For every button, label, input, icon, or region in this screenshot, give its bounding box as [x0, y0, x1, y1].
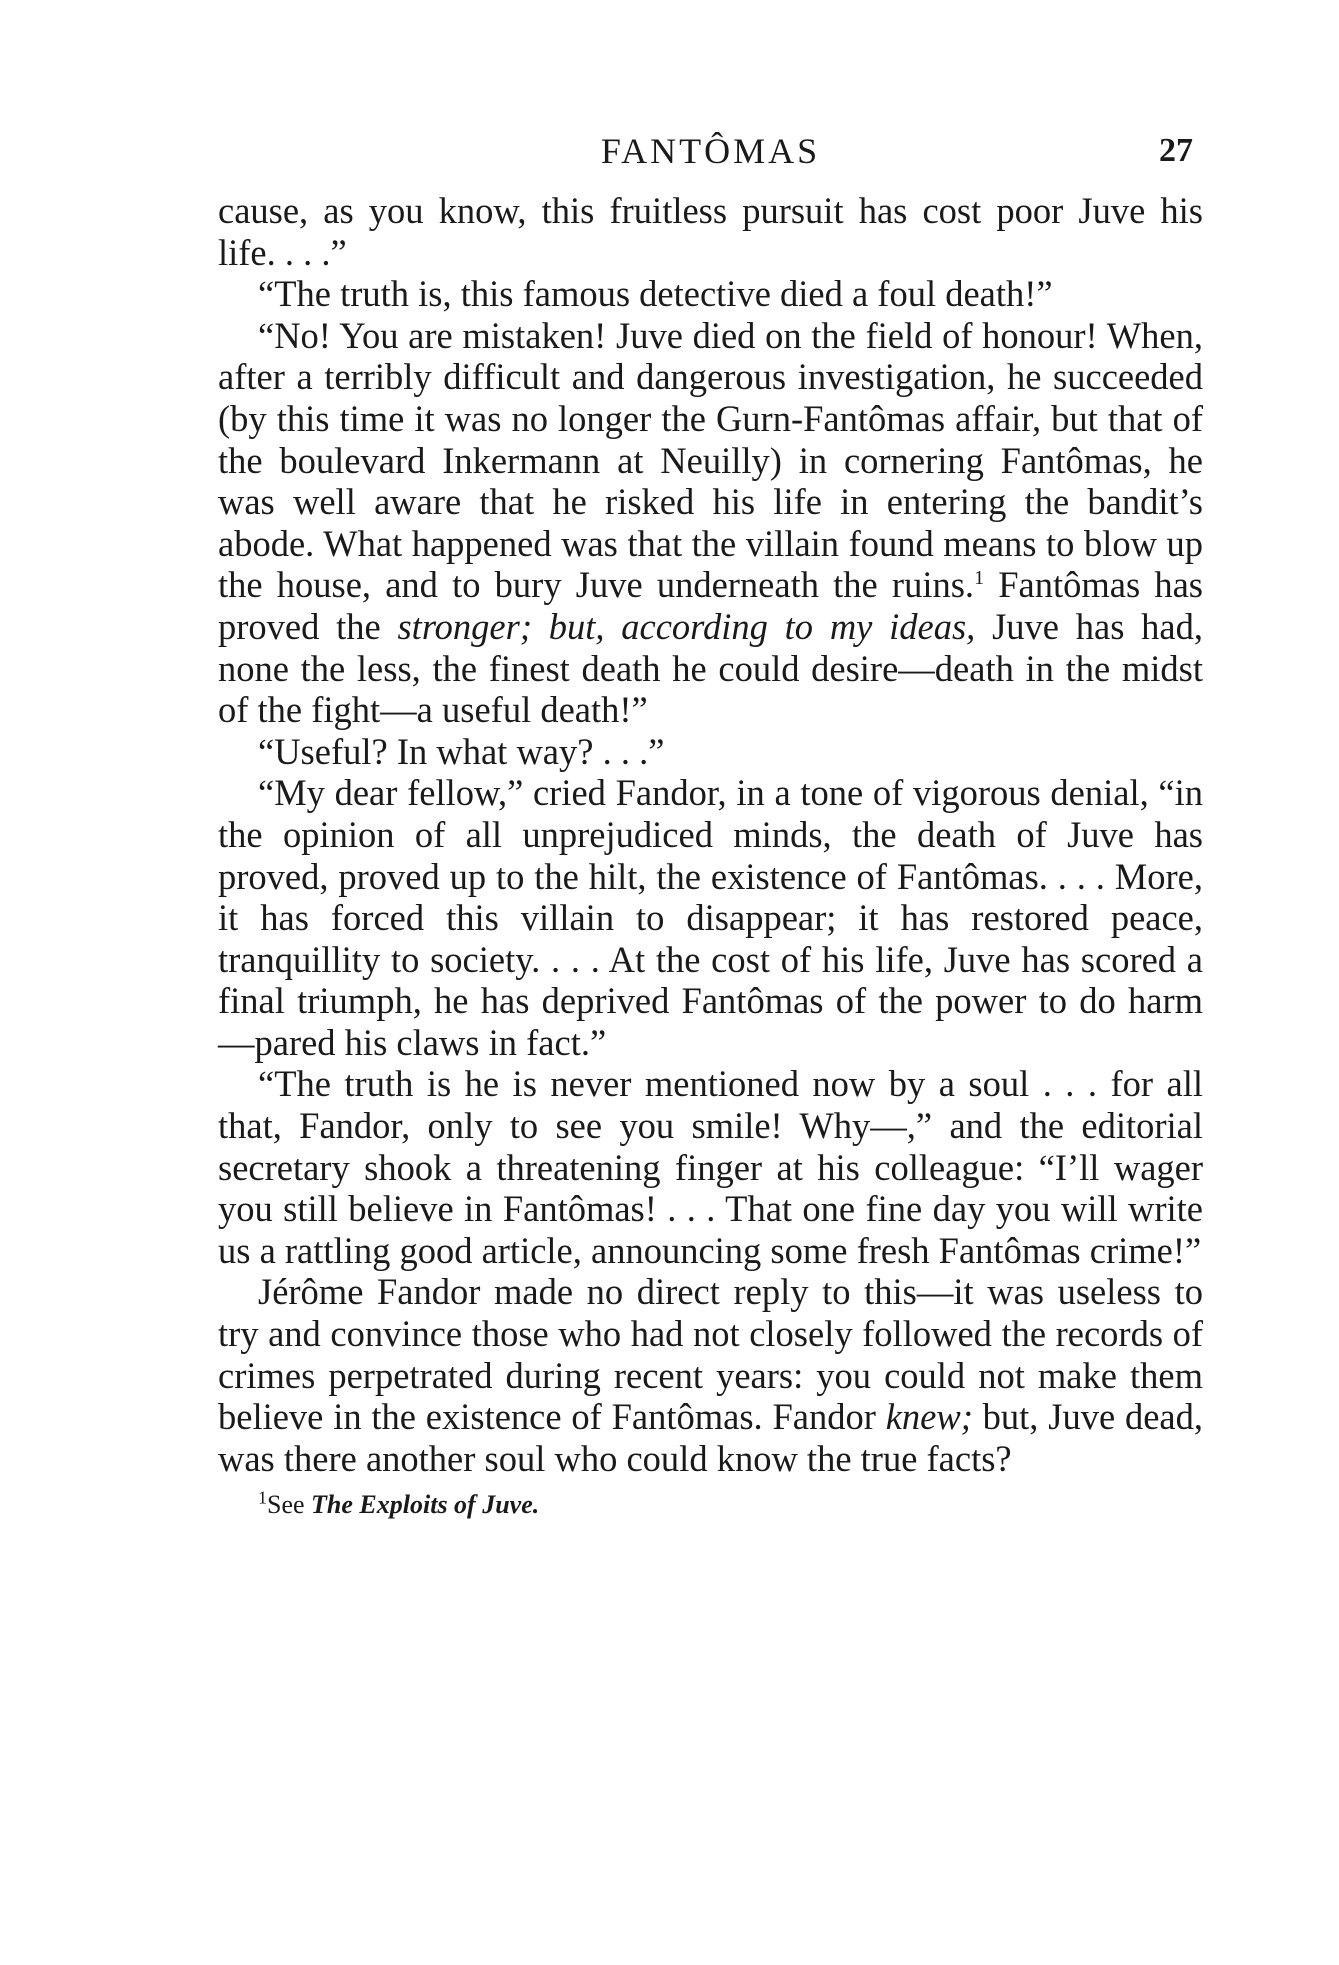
book-page [218, 130, 1203, 1521]
running-head [218, 130, 1203, 190]
footnote-mark: 1 [258, 1487, 267, 1508]
body-text [218, 190, 1203, 1479]
running-head-title: FANTÔMAS [600, 131, 821, 171]
paragraph-text: but, Juve dead, was there another soul who could know the true facts? [218, 1396, 1203, 1479]
italic-text: knew; [885, 1396, 973, 1438]
paragraph-text: Fantômas has proved the [218, 564, 1204, 647]
paragraph: “Useful? In what way? . . .” [258, 730, 665, 772]
paragraph-text: Juve has had, none the less, the finest death he could desire—death in the midst of the fight—a useful death!” [218, 605, 1203, 731]
page-number: 27 [1159, 132, 1193, 169]
paragraph-text: “No! You are mistaken! Juve died on the field of honour! When, after a terribly difficult and dangerous investigation, he succeeded (by this time it was no longer the Gurn-Fantômas affair, but that of the boulevard Inkermann at Neuilly) in cornering Fantômas, he was well aware that he risked his life in entering the bandit’s abode. What happened was that the villain found means to blow up the house, and to bury Juve underneath the ruins. [218, 314, 1203, 606]
italic-text: stronger; but, according to my ideas, [397, 605, 976, 647]
footnote-book-title: The Exploits of Juve. [311, 1490, 540, 1520]
paragraph: “My dear fellow,” cried Fandor, in a tone of vigorous denial, “in the opinion of all unprejudiced minds, the death of Juve has proved, proved up to the hilt, the existence of Fantômas. . . . More, it has forced this villain to disappear; it has restored peace, tranquillity to society. . . . At the cost of his life, Juve has scored a final triumph, he has deprived Fantômas of the power to do harm—pared his claws in fact.” [218, 772, 1203, 1063]
footnote-reference: 1 [974, 567, 985, 590]
footnote [218, 1489, 1203, 1521]
paragraph [218, 315, 1203, 731]
paragraph: “The truth is, this famous detective died a foul death!” [258, 273, 1053, 315]
paragraph-text: Jérôme Fandor made no direct reply to this—it was useless to try and convince those who had not closely followed the records of crimes perpetrated during recent years: you could not make them believe in the existence of Fantômas. Fandor [218, 1271, 1203, 1438]
paragraph [218, 1271, 1203, 1479]
footnote-prefix: See [267, 1490, 312, 1520]
paragraph: “The truth is he is never mentioned now by a soul . . . for all that, Fandor, only to see you smile! Why—,” and the editorial secretary shook a threatening finger at his colleague: “I’ll wager you still believe in Fantômas! . . . That one fine day you will write us a rattling good article, announcing some fresh Fantômas crime!” [218, 1063, 1203, 1271]
paragraph: cause, as you know, this fruitless pursuit has cost poor Juve his life. . . .” [218, 190, 1203, 273]
